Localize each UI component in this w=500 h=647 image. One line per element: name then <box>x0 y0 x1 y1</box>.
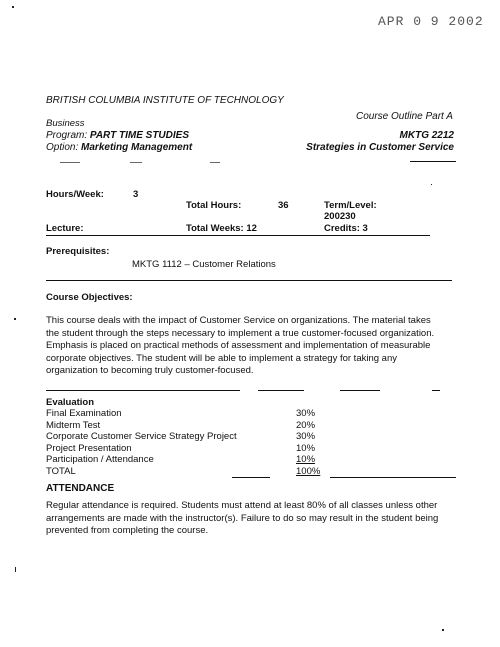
evaluation-rule <box>46 390 240 391</box>
evaluation-row <box>46 443 346 455</box>
scan-mark <box>130 162 142 163</box>
evaluation-heading: Evaluation <box>46 397 95 408</box>
scan-speck <box>12 6 14 8</box>
total-rule <box>330 477 456 478</box>
attendance-line: arrangements are made with the instructor(s). Failure to do so may result in the student being <box>46 512 439 524</box>
program-label: Program: <box>46 130 88 141</box>
attendance-heading: ATTENDANCE <box>46 483 115 494</box>
evaluation-item: Corporate Customer Service Strategy Project <box>46 431 237 442</box>
credits-value: 3 <box>362 223 368 234</box>
evaluation-row <box>46 466 346 478</box>
evaluation-weight: 10% <box>296 454 316 465</box>
objectives-line: Emphasis is placed on practical methods of assessment and implementation of measurable <box>46 340 431 351</box>
scan-speck <box>14 318 16 320</box>
hours-week-label: Hours/Week: <box>46 189 104 200</box>
scan-speck <box>15 567 16 572</box>
school-name: Business <box>46 118 85 129</box>
prerequisites-value: MKTG 1112 – Customer Relations <box>132 259 276 270</box>
institute-name: BRITISH COLUMBIA INSTITUTE OF TECHNOLOGY <box>46 95 284 106</box>
total-weeks <box>186 223 257 234</box>
evaluation-rule <box>258 390 304 391</box>
evaluation-item: Final Examination <box>46 408 122 419</box>
evaluation-rule <box>340 390 380 391</box>
lecture-label: Lecture: <box>46 223 84 234</box>
prerequisites-label: Prerequisites: <box>46 246 110 257</box>
total-weeks-value: 12 <box>246 223 257 234</box>
credits <box>324 223 368 234</box>
option-value: Marketing Management <box>81 142 193 153</box>
total-rule <box>232 477 270 478</box>
evaluation-row <box>46 431 346 443</box>
header-rule <box>410 161 456 162</box>
info-rule <box>46 235 430 236</box>
hours-week-value: 3 <box>133 189 139 200</box>
attendance-line: Regular attendance is required. Students must attend at least 80% of all classes unless other <box>46 500 438 511</box>
total-hours-value: 36 <box>278 200 289 211</box>
total-hours-label: Total Hours: <box>186 200 242 211</box>
course-title: Strategies in Customer Service <box>306 142 454 153</box>
outline-part: Course Outline Part A <box>356 111 453 122</box>
attendance-text <box>46 500 458 538</box>
evaluation-row <box>46 408 346 420</box>
evaluation-item: TOTAL <box>46 465 76 477</box>
objectives-line: the student through the steps necessary to implement a true customer-focused organization. <box>46 327 435 339</box>
prerequisites-rule <box>46 280 452 281</box>
objectives-heading: Course Objectives: <box>46 292 133 303</box>
evaluation-item: Project Presentation <box>46 442 132 454</box>
program-value: PART TIME STUDIES <box>89 130 189 141</box>
evaluation-weight: 20% <box>296 419 316 431</box>
option-label: Option: <box>46 142 79 153</box>
objectives-line: corporate objectives. The student will be able to implement a strategy for taking any <box>46 352 397 364</box>
credits-label: Credits: <box>324 223 360 234</box>
scan-speck <box>442 629 444 631</box>
term-value: 200230 <box>324 211 356 222</box>
total-weeks-label: Total Weeks: <box>186 223 244 234</box>
evaluation-weight: 100% <box>296 465 321 477</box>
evaluation-weight: 30% <box>296 408 316 419</box>
term-label: Term/Level: <box>324 200 377 211</box>
evaluation-item: Midterm Test <box>46 419 101 431</box>
evaluation-row <box>46 454 346 466</box>
objectives-line: This course deals with the impact of Customer Service on organizations. The material takes <box>46 315 431 326</box>
evaluation-weight: 30% <box>296 431 316 442</box>
evaluation-table <box>46 408 346 477</box>
attendance-line: prevented from completing the course. <box>46 525 209 536</box>
received-date-stamp: APR 0 9 2002 <box>378 14 484 29</box>
scan-mark <box>210 162 220 163</box>
objectives-line: organization to becoming truly customer-focused. <box>46 365 254 376</box>
program-line <box>46 130 189 141</box>
scan-speck <box>431 184 432 185</box>
scan-mark <box>60 162 80 163</box>
objectives-text <box>46 315 456 378</box>
evaluation-row <box>46 420 346 432</box>
evaluation-weight: 10% <box>296 442 316 454</box>
evaluation-rule <box>432 390 440 391</box>
evaluation-item: Participation / Attendance <box>46 454 154 465</box>
option-line <box>46 142 192 153</box>
course-code: MKTG 2212 <box>399 130 454 141</box>
